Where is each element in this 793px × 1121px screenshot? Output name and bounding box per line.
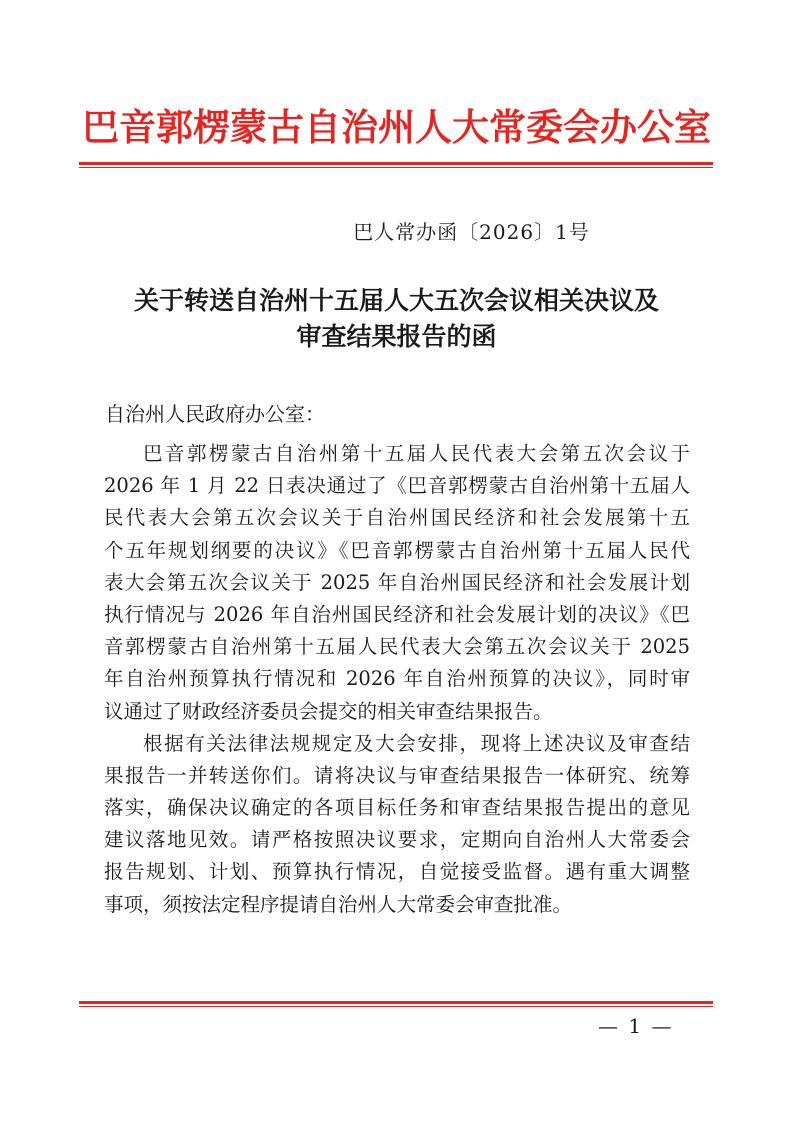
body-text [104, 438, 690, 921]
document-title-line: 关于转送自治州十五届人大五次会议相关决议及 [133, 286, 659, 315]
paragraph-1-line: 音郭楞蒙古自治州第十五届人民代表大会第五次会议关于 2025 [104, 635, 690, 659]
paragraph-1-line: 表大会第五次会议关于 2025 年自治州国民经济和社会发展计划 [104, 570, 690, 594]
footer-rule-thick [79, 1001, 713, 1004]
paragraph-2-line: 报告规划、计划、预算执行情况，自觉接受监督。遇有重大调整 [104, 860, 690, 884]
paragraph-2-line: 事项，须按法定程序提请自治州人大常委会审查批准。 [104, 892, 573, 916]
document-title-line: 审查结果报告的函 [296, 322, 497, 351]
paragraph-1-line: 2026 年 1 月 22 日表决通过了《巴音郭楞蒙古自治州第十五届人 [104, 474, 690, 498]
footer-rule-thin [79, 1006, 713, 1007]
paragraph-2-line: 建议落地见效。请严格按照决议要求，定期向自治州人大常委会 [104, 828, 690, 852]
paragraph-2-line: 落实，确保决议确定的各项目标任务和审查结果报告提出的意见 [104, 796, 690, 820]
paragraph-1-line: 年自治州预算执行情况和 2026 年自治州预算的决议》，同时审 [104, 667, 690, 691]
paragraph-1-line: 民代表大会第五次会议关于自治州国民经济和社会发展第十五 [104, 506, 690, 530]
paragraph-2-line: 根据有关法律法规规定及大会安排，现将上述决议及审查结 [143, 731, 690, 755]
paragraph-2-line: 果报告一并转送你们。请将决议与审查结果报告一体研究、统筹 [104, 763, 690, 787]
paragraph-1-line: 执行情况与 2026 年自治州国民经济和社会发展计划的决议》《巴 [104, 602, 690, 626]
document-number: 巴人常办函〔2026〕1号 [353, 220, 590, 244]
page-number: — 1 — [598, 1014, 674, 1038]
header-rule-thick [79, 162, 713, 165]
header-rule-thin [79, 167, 713, 168]
document-title [0, 283, 793, 355]
paragraph-1-line: 个五年规划纲要的决议》《巴音郭楞蒙古自治州第十五届人民代 [104, 538, 690, 562]
paragraph-1-line: 巴音郭楞蒙古自治州第十五届人民代表大会第五次会议于 [143, 442, 690, 465]
letterhead-title: 巴音郭楞蒙古自治州人大常委会办公室 [82, 106, 711, 149]
paragraph-1-line: 议通过了财政经济委员会提交的相关审查结果报告。 [104, 699, 553, 723]
salutation: 自治州人民政府办公室： [105, 402, 325, 426]
